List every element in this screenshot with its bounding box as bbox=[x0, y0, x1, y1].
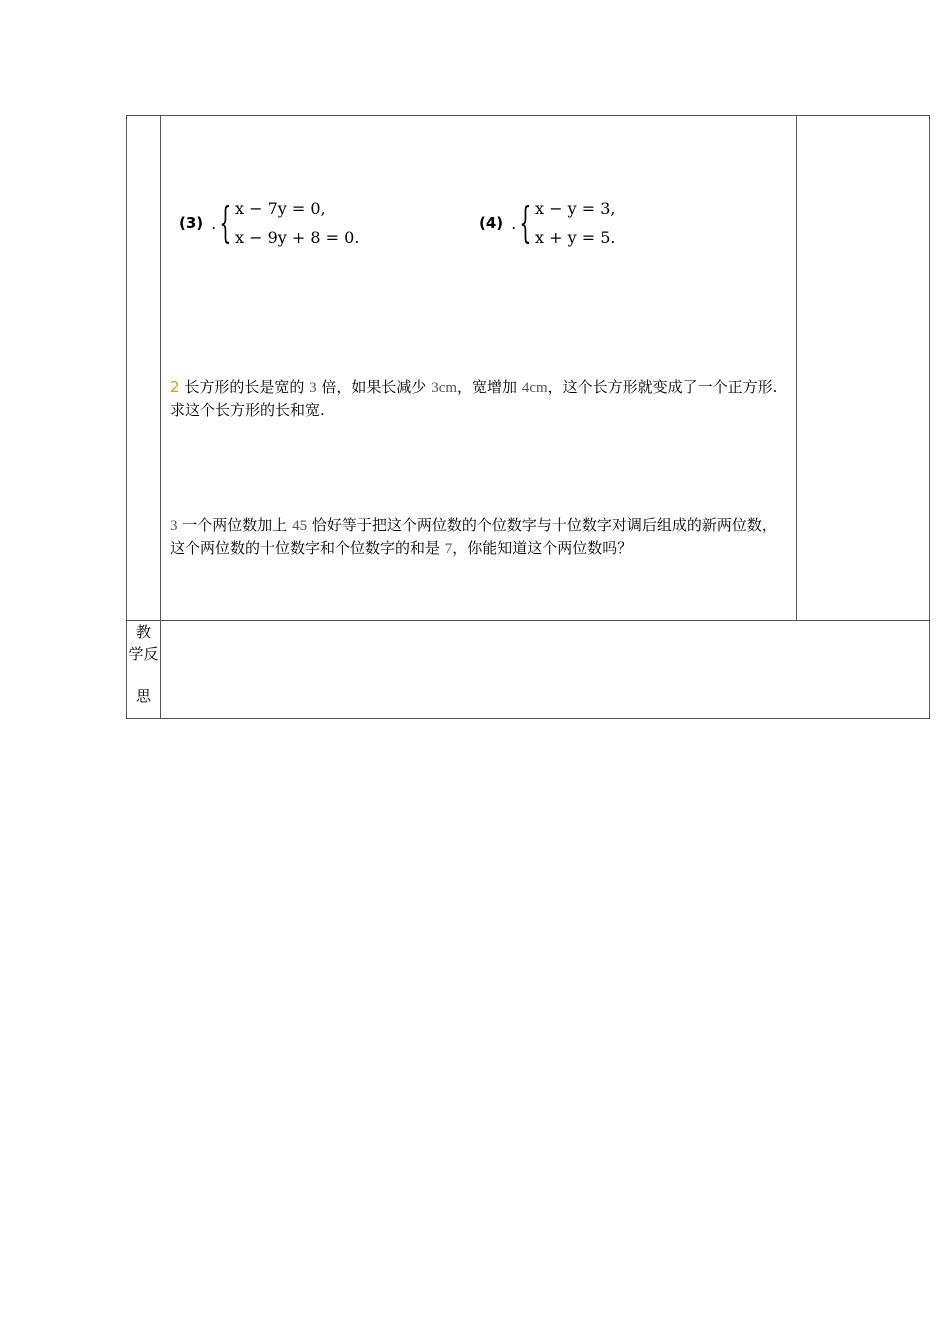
left-blank-cell bbox=[127, 116, 161, 621]
reflection-label: 教 bbox=[135, 623, 151, 641]
question-text: 长方形的长是宽的 bbox=[184, 378, 305, 396]
question-value: 7 bbox=[444, 541, 453, 557]
question-text: 倍，如果长减少 bbox=[321, 378, 427, 396]
question-text: ，宽增加 bbox=[457, 378, 518, 396]
equation-line: x − y = 3, bbox=[534, 199, 616, 218]
brace-icon: { bbox=[219, 198, 232, 247]
equation-label: (4) bbox=[479, 214, 504, 232]
right-blank-cell bbox=[797, 116, 930, 621]
brace-icon: { bbox=[519, 198, 532, 247]
question-value: 45 bbox=[292, 518, 308, 534]
question-3 bbox=[170, 514, 790, 560]
equation-line: x − 7y = 0, bbox=[234, 199, 326, 218]
question-text: ，你能知道这个两位数吗？ bbox=[452, 539, 633, 557]
question-value: 4cm bbox=[521, 380, 548, 396]
reflection-label-cell bbox=[127, 621, 161, 719]
equation-label: (3) bbox=[179, 214, 204, 232]
equation-system-3 bbox=[179, 194, 359, 252]
equation-dot: . bbox=[511, 213, 517, 233]
question-text: ，这个长方形就变成了一个正方形. 求这个长方形的长和宽. bbox=[170, 378, 778, 419]
worksheet-table bbox=[126, 115, 930, 719]
question-2 bbox=[170, 376, 790, 421]
reflection-label: 学反 bbox=[128, 645, 159, 663]
equation-line: x + y = 5. bbox=[534, 228, 616, 247]
reflection-label: 思 bbox=[135, 687, 151, 705]
equation-line: x − 9y + 8 = 0. bbox=[234, 228, 360, 247]
question-number: 3 bbox=[170, 518, 178, 534]
question-number: 2 bbox=[170, 378, 180, 396]
exercise-cell bbox=[161, 116, 797, 621]
question-value: 3cm bbox=[431, 380, 458, 396]
equation-dot: . bbox=[211, 213, 217, 233]
reflection-content-cell bbox=[161, 621, 930, 719]
equation-system-4 bbox=[479, 194, 615, 252]
question-text: 一个两位数加上 bbox=[182, 516, 288, 534]
question-value: 3 bbox=[309, 380, 317, 396]
question-text: 恰好等于把这个两位数的个位数字与十位数字对调后组成的新两位数，这个两位数的十位数字和个位数字的和是 bbox=[170, 516, 777, 557]
